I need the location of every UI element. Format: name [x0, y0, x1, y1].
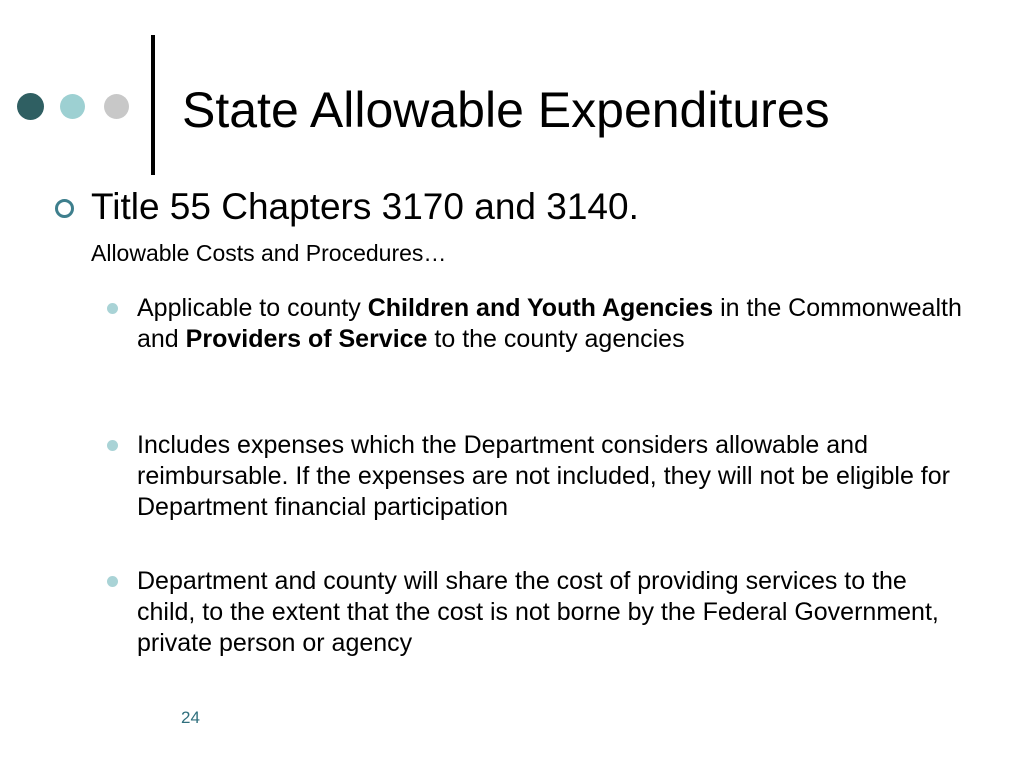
slide-title: State Allowable Expenditures — [182, 82, 830, 138]
bullet-1-text-b: in the Commonwealth and — [137, 294, 962, 353]
bullet-1-text-a: Applicable to county — [137, 294, 368, 322]
title-divider — [151, 35, 155, 175]
bullet-item-2 — [137, 430, 967, 523]
bullet-dot-icon — [107, 440, 118, 451]
decorative-dot-teal — [60, 94, 85, 119]
bullet-1-text-c: to the county agencies — [427, 325, 685, 353]
bullet-2-text: Includes expenses which the Department considers allowable and reimbursable. If the expenses are not included, they will not be eligible for Department financial participation — [137, 431, 950, 521]
bullet-item-1 — [137, 293, 967, 355]
bullet-dot-icon — [107, 576, 118, 587]
decorative-dot-gray — [104, 94, 129, 119]
bullet-1-bold-providers: Providers of Service — [185, 325, 428, 353]
bullet-1-bold-agencies: Children and Youth Agencies — [367, 294, 714, 322]
main-heading: Title 55 Chapters 3170 and 3140. — [91, 186, 639, 227]
decorative-dot-dark — [17, 93, 44, 120]
bullet-dot-icon — [107, 303, 118, 314]
page-number: 24 — [181, 708, 200, 727]
ring-bullet-icon — [55, 199, 74, 218]
bullet-3-text: Department and county will share the cost of providing services to the child, to the extent that the cost is not borne by the Federal Government, private person or agency — [137, 567, 939, 657]
sub-heading: Allowable Costs and Procedures… — [91, 240, 447, 266]
bullet-item-3 — [137, 566, 967, 659]
